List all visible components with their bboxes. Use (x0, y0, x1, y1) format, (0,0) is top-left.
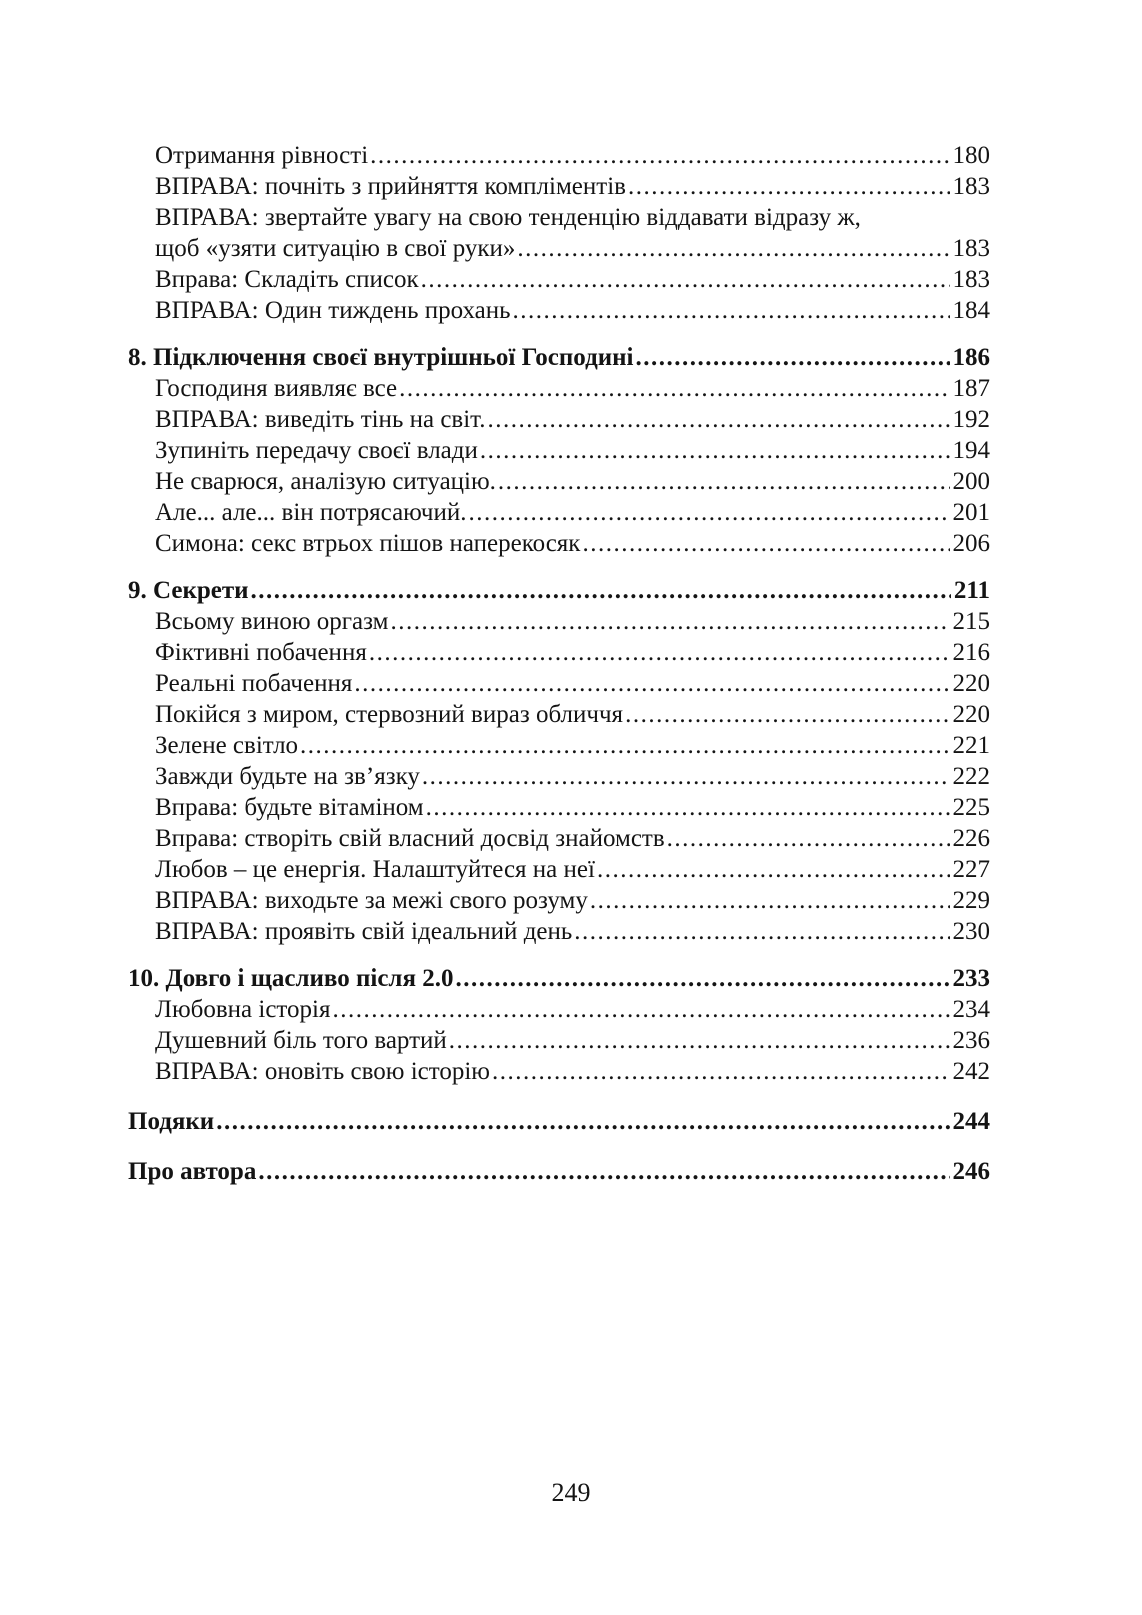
toc-dot-leader (485, 404, 949, 435)
toc-entry-title: Але... але... він потрясаючий. (155, 499, 467, 526)
toc-dot-leader (580, 528, 949, 559)
toc-entry (128, 823, 990, 854)
toc-entry (128, 730, 990, 761)
toc-dot-leader (595, 854, 950, 885)
toc-dot-leader (397, 373, 949, 404)
toc-entry (128, 140, 990, 171)
toc-entry (128, 668, 990, 699)
toc-entry-title: Завжди будьте на зв’язку (155, 763, 420, 790)
toc-chapter-entry (128, 575, 990, 606)
toc-entry (128, 637, 990, 668)
toc-entry (128, 761, 990, 792)
toc-entry (128, 202, 990, 233)
toc-entry-title: Душевний біль того вартий (155, 1027, 447, 1054)
toc-entry-page: 200 (952, 468, 990, 495)
toc-entry (128, 435, 990, 466)
toc-entry-title: Зелене світло (155, 732, 299, 759)
toc-dot-leader (352, 668, 949, 699)
toc-entry-title: ВПРАВА: звертайте увагу на свою тенденцію віддавати відразу ж, (155, 204, 861, 231)
toc-entry-title: ВПРАВА: проявіть свій ідеальний день (155, 918, 573, 945)
toc-dot-leader (588, 885, 950, 916)
toc-entry-title: Всьому виною оргазм (155, 608, 389, 635)
toc-entry (128, 528, 990, 559)
toc-dot-leader (466, 497, 949, 528)
toc-entry-page: 246 (952, 1158, 990, 1185)
toc-entry-title: ВПРАВА: почніть з прийняття компліментів (155, 173, 626, 200)
toc-entry-page: 186 (952, 344, 990, 371)
toc-dot-leader (633, 342, 949, 373)
toc-chapter-entry (128, 963, 990, 994)
toc-entry-title: Реальні побачення (155, 670, 353, 697)
toc-dot-leader (490, 1056, 950, 1087)
toc-entry (128, 885, 990, 916)
toc-entry-page: 233 (952, 965, 990, 992)
toc-dot-leader (478, 435, 950, 466)
toc-entry-page: 244 (952, 1108, 990, 1135)
toc-entry-title: ВПРАВА: оновіть свою історію (155, 1058, 490, 1085)
toc-dot-leader (572, 916, 949, 947)
toc-entry-title: Вправа: будьте вітаміном (155, 794, 424, 821)
toc-entry-page: 184 (952, 297, 990, 324)
toc-entry-title: Любов – це енергія. Налаштуйтеся на неї (155, 856, 595, 883)
toc-chapter-entry (128, 1106, 990, 1137)
toc-dot-leader (496, 466, 950, 497)
toc-dot-leader (626, 171, 950, 202)
toc-entry-title: Отримання рівності (155, 142, 369, 169)
toc-entry (128, 1056, 990, 1087)
toc-dot-leader (214, 1106, 949, 1137)
toc-entry-title: 9. Секрети (128, 577, 249, 604)
toc-entry-title: ВПРАВА: виходьте за межі свого розуму (155, 887, 588, 914)
table-of-contents (128, 140, 990, 1187)
toc-entry-title: 8. Підключення своєї внутрішньої Господині (128, 344, 634, 371)
toc-dot-leader (330, 994, 949, 1025)
toc-entry-title: Про автора (128, 1158, 257, 1185)
toc-entry (128, 497, 990, 528)
toc-chapter-entry (128, 342, 990, 373)
toc-entry (128, 606, 990, 637)
toc-entry (128, 1025, 990, 1056)
toc-entry-page: 221 (952, 732, 990, 759)
toc-entry-page: 225 (952, 794, 990, 821)
toc-entry-title: щоб «узяти ситуацію в свої руки» (155, 235, 516, 262)
toc-entry-page: 242 (952, 1058, 990, 1085)
toc-entry-title: Не сварюся, аналізую ситуацію. (155, 468, 496, 495)
toc-entry (128, 264, 990, 295)
toc-chapter-entry (128, 1156, 990, 1187)
toc-entry-title: Подяки (128, 1108, 215, 1135)
toc-entry-page: 220 (952, 670, 990, 697)
toc-entry-title: ВПРАВА: виведіть тінь на світ. (155, 406, 486, 433)
toc-entry (128, 171, 990, 202)
toc-entry-title: Вправа: Складіть список (155, 266, 419, 293)
toc-entry (128, 373, 990, 404)
toc-dot-leader (368, 140, 949, 171)
toc-dot-leader (511, 295, 950, 326)
toc-dot-leader (388, 606, 949, 637)
toc-entry (128, 233, 990, 264)
toc-entry-page: 216 (952, 639, 990, 666)
toc-dot-leader (256, 1156, 949, 1187)
toc-dot-leader (367, 637, 950, 668)
toc-entry-title: Фіктивні побачення (155, 639, 367, 666)
toc-entry-page: 227 (952, 856, 990, 883)
toc-entry-title: Зупиніть передачу своєї влади (155, 437, 478, 464)
toc-entry-page: 192 (952, 406, 990, 433)
toc-entry-page: 201 (952, 499, 990, 526)
toc-entry-title: Любовна історія (155, 996, 331, 1023)
toc-entry-title: 10. Довго і щасливо після 2.0 (128, 965, 454, 992)
toc-entry-page: 183 (952, 235, 990, 262)
toc-entry (128, 699, 990, 730)
toc-dot-leader (298, 730, 949, 761)
toc-entry-page: 230 (952, 918, 990, 945)
toc-dot-leader (623, 699, 949, 730)
toc-entry-title: ВПРАВА: Один тиждень прохань (155, 297, 511, 324)
toc-entry (128, 466, 990, 497)
toc-entry-page: 206 (952, 530, 990, 557)
toc-entry (128, 404, 990, 435)
toc-entry-page: 194 (952, 437, 990, 464)
toc-dot-leader (453, 963, 949, 994)
toc-entry-title: Симона: секс втрьох пішов наперекосяк (155, 530, 581, 557)
toc-entry-title: Покійся з миром, стервозний вираз обличчя (155, 701, 624, 728)
toc-dot-leader (515, 233, 949, 264)
toc-entry (128, 994, 990, 1025)
toc-dot-leader (249, 575, 951, 606)
toc-entry-page: 187 (952, 375, 990, 402)
toc-entry (128, 916, 990, 947)
toc-entry-page: 183 (952, 266, 990, 293)
page-footer (0, 1477, 1142, 1509)
toc-entry (128, 854, 990, 885)
page-number: 249 (551, 1478, 591, 1507)
toc-entry-page: 220 (952, 701, 990, 728)
toc-dot-leader (419, 264, 950, 295)
toc-dot-leader (420, 761, 950, 792)
toc-dot-leader (447, 1025, 950, 1056)
toc-entry-page: 222 (952, 763, 990, 790)
toc-entry-page: 234 (952, 996, 990, 1023)
toc-entry (128, 295, 990, 326)
toc-entry-page: 215 (952, 608, 990, 635)
toc-entry-title: Вправа: створіть свій власний досвід знайомств (155, 825, 665, 852)
toc-dot-leader (665, 823, 950, 854)
toc-entry-page: 236 (952, 1027, 990, 1054)
toc-entry-page: 183 (952, 173, 990, 200)
toc-dot-leader (424, 792, 950, 823)
toc-entry-title: Господиня виявляє все (155, 375, 398, 402)
toc-entry-page: 211 (953, 577, 990, 604)
toc-entry-page: 229 (952, 887, 990, 914)
toc-entry-page: 226 (952, 825, 990, 852)
toc-entry (128, 792, 990, 823)
toc-entry-page: 180 (952, 142, 990, 169)
